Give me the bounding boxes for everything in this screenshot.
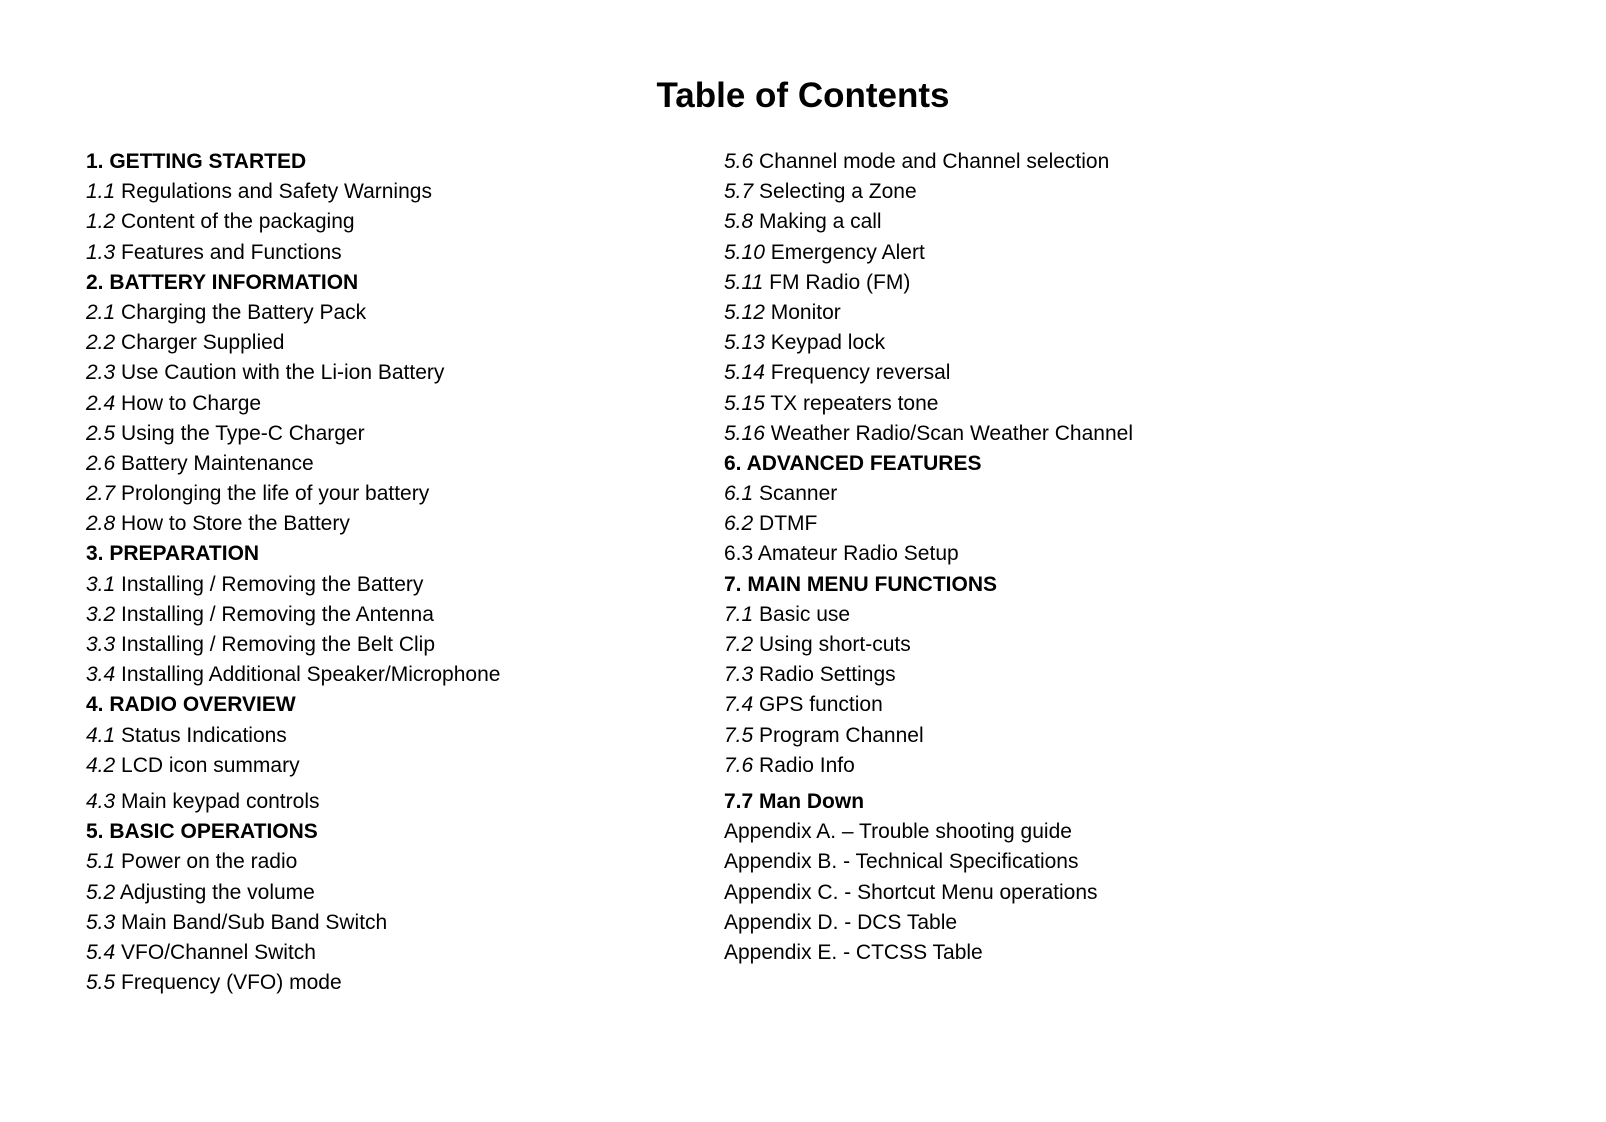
toc-entry-number: 5.15 (724, 391, 765, 415)
toc-entry[interactable] (724, 878, 1133, 908)
toc-entry-label: DTMF (759, 512, 818, 536)
toc-entry[interactable] (724, 419, 1133, 449)
toc-entry-number: 2.5 (86, 421, 116, 445)
toc-entry[interactable] (86, 419, 500, 449)
toc-entry[interactable] (724, 207, 1133, 237)
toc-entry-label: Emergency Alert (770, 240, 925, 264)
toc-entry[interactable] (724, 389, 1133, 419)
toc-entry[interactable] (724, 751, 1133, 781)
toc-entry[interactable] (724, 539, 1133, 569)
toc-entry[interactable] (86, 389, 500, 419)
toc-entry-label: Making a call (759, 210, 882, 234)
toc-entry[interactable] (724, 908, 1133, 938)
toc-entry-label: Appendix A. – Trouble shooting guide (724, 820, 1072, 844)
toc-entry-label: Appendix E. - CTCSS Table (724, 940, 983, 964)
toc-entry-label: Content of the packaging (121, 210, 355, 234)
toc-entry-label: Using short-cuts (759, 633, 911, 656)
toc-entry-number: 5.10 (724, 240, 765, 264)
toc-entry-label: 5. BASIC OPERATIONS (86, 820, 318, 844)
toc-entry-label: VFO/Channel Switch (121, 940, 316, 964)
toc-entry-number: 5.4 (86, 940, 116, 964)
toc-entry-number: 5.5 (86, 971, 116, 995)
toc-entry-number: 2.4 (86, 391, 116, 415)
toc-entry-number: 7.5 (724, 723, 754, 747)
toc-entry-number: 5.12 (724, 300, 765, 324)
toc-entry-label: Amateur Radio Setup (757, 542, 959, 566)
toc-entry-number: 4.1 (86, 723, 116, 747)
toc-entry-number: 5.16 (724, 421, 765, 445)
toc-entry-label: Charger Supplied (121, 331, 285, 355)
toc-entry-label: Keypad lock (770, 331, 886, 355)
toc-entry[interactable] (86, 298, 500, 328)
toc-entry-label: 3. PREPARATION (86, 542, 260, 566)
toc-entry-number: 4.2 (86, 753, 116, 777)
toc-entry-label: FM Radio (FM) (769, 270, 911, 294)
toc-section-heading[interactable] (86, 147, 500, 177)
toc-entry[interactable] (724, 177, 1133, 207)
toc-entry-label: 1. GETTING STARTED (86, 150, 307, 173)
toc-entry-number: 1.2 (86, 210, 116, 234)
toc-entry-label: Program Channel (759, 723, 924, 747)
toc-entry[interactable] (724, 660, 1133, 690)
toc-entry-number: 7.6 (724, 753, 754, 777)
toc-entry-label: Battery Maintenance (121, 451, 314, 475)
toc-entry-label: Regulations and Safety Warnings (121, 180, 432, 204)
toc-entry-number: 2.2 (86, 331, 116, 355)
toc-entry-label: Installing Additional Speaker/Microphone (121, 663, 501, 687)
toc-entry-label: Features and Functions (121, 240, 342, 264)
toc-entry[interactable] (724, 328, 1133, 358)
toc-entry[interactable] (724, 817, 1133, 847)
toc-entry[interactable] (86, 630, 500, 660)
toc-entry[interactable] (86, 238, 500, 268)
toc-entry-label: Selecting a Zone (759, 180, 917, 204)
toc-entry[interactable] (86, 751, 500, 781)
toc-entry[interactable] (86, 660, 500, 690)
toc-entry[interactable] (86, 721, 500, 751)
toc-entry-label: Status Indications (121, 723, 287, 747)
toc-section-heading[interactable] (724, 449, 1133, 479)
toc-entry-label: Channel mode and Channel selection (759, 150, 1110, 173)
toc-entry-label: Main Band/Sub Band Switch (121, 910, 388, 934)
toc-entry[interactable] (86, 207, 500, 237)
toc-entry[interactable] (86, 570, 500, 600)
toc-entry-label: 7.7 Man Down (724, 789, 865, 813)
toc-entry-label: How to Store the Battery (121, 512, 350, 536)
toc-entry-label: Prolonging the life of your battery (121, 482, 430, 506)
toc-entry-label: Basic use (759, 602, 851, 626)
toc-entry-number: 7.4 (724, 693, 754, 717)
toc-entry-label: 6. ADVANCED FEATURES (724, 451, 982, 475)
toc-entry-number: 5.7 (724, 180, 754, 204)
toc-entry-number: 3.2 (86, 602, 116, 626)
toc-entry[interactable] (724, 509, 1133, 539)
toc-entry[interactable] (724, 298, 1133, 328)
toc-entry-number: 5.11 (724, 270, 764, 294)
toc-entry-label: How to Charge (121, 391, 262, 415)
toc-entry-label: 2. BATTERY INFORMATION (86, 270, 359, 294)
toc-entry[interactable] (724, 358, 1133, 388)
toc-entry-label: 4. RADIO OVERVIEW (86, 693, 296, 717)
toc-entry-label: Appendix B. - Technical Specifications (724, 850, 1079, 874)
toc-section-heading[interactable] (86, 539, 500, 569)
toc-section-heading[interactable] (86, 817, 500, 847)
toc-entry[interactable] (86, 509, 500, 539)
page-title: Table of Contents (656, 76, 950, 115)
toc-section-heading[interactable] (724, 570, 1133, 600)
toc-entry[interactable] (724, 479, 1133, 509)
toc-section-heading[interactable] (724, 787, 1133, 817)
toc-entry-label: Use Caution with the Li-ion Battery (121, 361, 445, 385)
toc-entry-number: 5.8 (724, 210, 754, 234)
toc-entry[interactable] (86, 358, 500, 388)
toc-entry[interactable] (724, 630, 1133, 660)
toc-entry-number: 4.3 (86, 789, 116, 813)
toc-entry-label: LCD icon summary (121, 753, 300, 777)
toc-entry[interactable] (86, 938, 500, 968)
toc-entry-label: Installing / Removing the Belt Clip (121, 633, 436, 656)
toc-entry[interactable] (724, 721, 1133, 751)
toc-entry-number: 6.3 (724, 542, 754, 566)
toc-entry[interactable] (724, 268, 1133, 298)
toc-entry-number: 2.3 (86, 361, 116, 385)
toc-entry[interactable] (86, 328, 500, 358)
toc-entry[interactable] (724, 938, 1133, 968)
toc-entry-label: Appendix D. - DCS Table (724, 910, 958, 934)
toc-entry-number: 2.1 (86, 300, 116, 324)
toc-entry[interactable] (724, 847, 1133, 877)
toc-entry-number: 3.1 (86, 572, 116, 596)
toc-entry-label: Monitor (770, 300, 841, 324)
toc-entry-number: 7.3 (724, 663, 754, 687)
toc-entry-label: Installing / Removing the Battery (121, 572, 424, 596)
toc-entry-label: Using the Type-C Charger (121, 421, 365, 445)
toc-entry-label: Scanner (759, 482, 838, 506)
toc-column-right (724, 147, 1133, 968)
toc-entry-label: Appendix C. - Shortcut Menu operations (724, 880, 1098, 904)
toc-entry-number: 6.1 (724, 482, 754, 506)
toc-entry-label: Weather Radio/Scan Weather Channel (770, 421, 1133, 445)
toc-entry-number: 7.2 (724, 633, 754, 656)
toc-entry-number: 5.2 (86, 880, 116, 904)
toc-entry[interactable] (86, 908, 500, 938)
toc-entry[interactable] (86, 847, 500, 877)
toc-entry-label: Charging the Battery Pack (121, 300, 367, 324)
toc-column-left (86, 147, 500, 998)
toc-entry-label: Frequency (VFO) mode (121, 971, 342, 995)
toc-entry-number: 2.8 (86, 512, 116, 536)
toc-entry-label: Main keypad controls (121, 789, 320, 813)
toc-entry[interactable] (724, 600, 1133, 630)
toc-entry[interactable] (86, 968, 500, 998)
toc-entry[interactable] (86, 878, 500, 908)
toc-entry-label: Installing / Removing the Antenna (121, 602, 434, 626)
toc-entry-number: 5.14 (724, 361, 765, 385)
toc-section-heading[interactable] (86, 268, 500, 298)
toc-entry[interactable] (724, 690, 1133, 720)
toc-entry[interactable] (86, 787, 500, 817)
toc-entry-label: Radio Settings (759, 663, 896, 687)
toc-entry-label: Power on the radio (121, 850, 298, 874)
toc-entry[interactable] (86, 449, 500, 479)
toc-entry[interactable] (86, 177, 500, 207)
toc-entry[interactable] (86, 600, 500, 630)
toc-entry-number: 5.1 (86, 850, 116, 874)
toc-entry[interactable] (86, 479, 500, 509)
toc-entry[interactable] (724, 238, 1133, 268)
toc-entry-number: 1.3 (86, 240, 116, 264)
toc-entry-number: 1.1 (86, 180, 116, 204)
toc-entry-label: GPS function (759, 693, 883, 717)
toc-entry-number: 5.13 (724, 331, 765, 355)
toc-section-heading[interactable] (86, 690, 500, 720)
toc-entry-label: TX repeaters tone (770, 391, 939, 415)
toc-entry-label: Adjusting the volume (119, 880, 315, 904)
toc-entry-number: 5.3 (86, 910, 116, 934)
toc-entry-number: 2.7 (86, 482, 116, 506)
toc-entry[interactable] (724, 147, 1133, 177)
toc-entry-label: Frequency reversal (770, 361, 951, 385)
toc-entry-number: 3.3 (86, 633, 116, 656)
toc-entry-number: 7.1 (724, 602, 754, 626)
toc-entry-number: 5.6 (724, 150, 754, 173)
toc-entry-number: 6.2 (724, 512, 754, 536)
toc-entry-label: 7. MAIN MENU FUNCTIONS (724, 572, 997, 596)
toc-entry-number: 2.6 (86, 451, 116, 475)
toc-entry-number: 3.4 (86, 663, 116, 687)
toc-entry-label: Radio Info (759, 753, 855, 777)
